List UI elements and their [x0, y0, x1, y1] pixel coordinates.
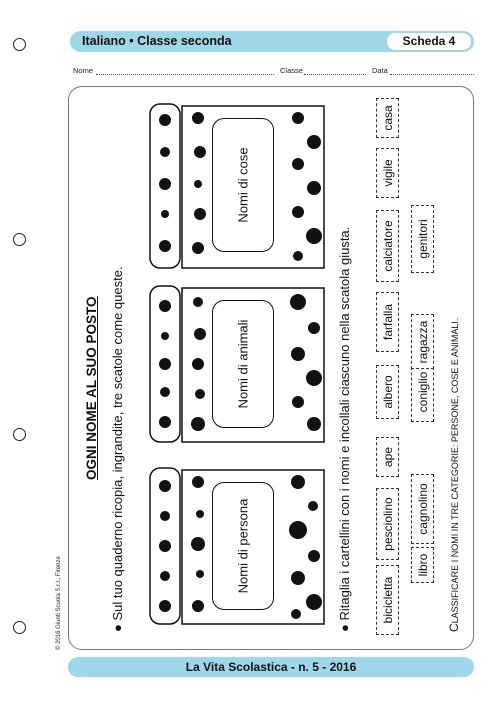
word-card-text: ragazza [415, 320, 430, 363]
word-card[interactable] [376, 365, 399, 419]
word-card[interactable] [376, 292, 399, 352]
teacher-note [447, 319, 461, 632]
word-card[interactable] [411, 205, 434, 273]
word-card[interactable] [411, 474, 434, 544]
student-fields [70, 66, 474, 78]
instruction-1-text: Sul tuo quaderno ricopia, ingrandite, tre scatole come queste. [110, 266, 125, 621]
name-label: Nome [73, 66, 94, 75]
box-label-text: Nomi di persona [235, 498, 251, 594]
word-card-text: calciatore [380, 220, 395, 272]
word-card[interactable] [376, 210, 399, 282]
box-label-text: Nomi di cose [235, 147, 251, 223]
exercise-title: OGNI NOME AL SUO POSTO [84, 296, 99, 480]
copyright-text: © 2016 Giunti Scuola S.r.l., Firenze [56, 556, 62, 650]
word-card-text: farfalla [380, 303, 395, 341]
word-card-text: libro [415, 553, 430, 577]
word-card-text: albero [380, 375, 395, 409]
word-card[interactable] [411, 362, 434, 422]
word-card-text: casa [380, 105, 395, 131]
box-persons [148, 466, 328, 626]
subject-title: Italiano • Classe seconda [82, 34, 232, 48]
header-bar [70, 31, 474, 52]
binder-hole [13, 38, 26, 51]
box-animals [148, 284, 328, 444]
name-field[interactable] [96, 74, 274, 75]
box-label-things [212, 118, 274, 252]
word-card-text: ape [380, 446, 395, 468]
word-card-text: bicicletta [380, 576, 395, 624]
note-initial: C [447, 623, 461, 632]
word-card-text: vigile [380, 159, 395, 187]
box-label-animals [212, 300, 274, 428]
word-card-text: cagnolino [415, 483, 430, 535]
instruction-2-text: Ritaglia i cartellini con i nomi e incollali ciascuno nella scatola giusta. [337, 226, 352, 621]
word-card[interactable] [376, 488, 399, 560]
instruction-1: ● Sul tuo quaderno ricopia, ingrandite, tre scatole come queste. [110, 266, 125, 632]
word-card[interactable] [411, 547, 434, 583]
word-card-text: genitori [415, 219, 430, 259]
binder-hole [13, 621, 26, 634]
footer-bar: La Vita Scolastica - n. 5 - 2016 [68, 657, 474, 677]
word-card[interactable] [376, 565, 399, 635]
binder-hole [13, 428, 26, 441]
date-label: Data [372, 66, 388, 75]
date-field[interactable] [390, 74, 474, 75]
word-card[interactable] [376, 148, 399, 198]
class-field[interactable] [304, 74, 366, 75]
class-label: Classe [280, 66, 303, 75]
word-card-text: coniglio [415, 371, 430, 413]
word-card[interactable] [376, 437, 399, 477]
note-text: LASSIFICARE I NOMI IN TRE CATEGORIE: PERSONE, COSE E ANIMALI. [450, 318, 460, 624]
box-label-text: Nomi di animali [235, 319, 251, 409]
instruction-2: ● Ritaglia i cartellini con i nomi e incollali ciascuno nella scatola giusta. [337, 226, 352, 632]
box-label-persons [212, 482, 274, 610]
sheet-number: Scheda 4 [387, 33, 471, 50]
box-things [148, 102, 328, 270]
word-card[interactable] [376, 98, 399, 138]
binder-hole [13, 233, 26, 246]
word-card[interactable] [411, 314, 434, 369]
word-card-text: pesciolino [380, 497, 395, 551]
